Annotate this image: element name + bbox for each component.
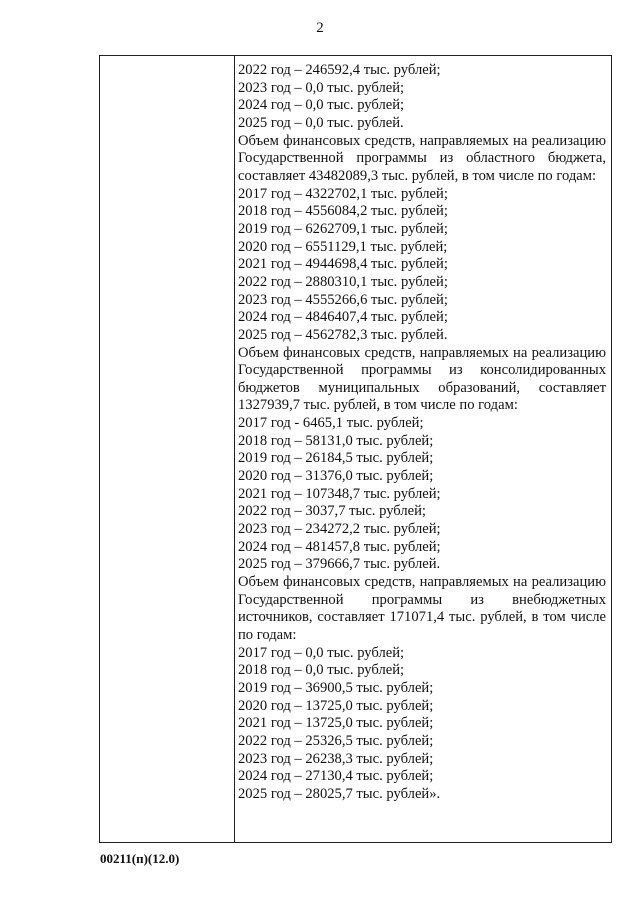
regional-intro-paragraph: Объем финансовых средств, направляемых на реализацию Государственной программы из областного бюджета, составляет 43482089,3 тыс. рублей, в том числе по годам: [238, 132, 606, 184]
list-item: 2024 год – 0,0 тыс. рублей; [238, 97, 405, 114]
federal-tail-list [238, 62, 606, 133]
list-item: 2021 год – 4944698,4 тыс. рублей; [238, 256, 448, 273]
municipal-intro-paragraph: Объем финансовых средств, направляемых на реализацию Государственной программы из консолидированных бюджетов муниципальных образований, составляет 1327939,7 тыс. рублей, в том числе по годам: [238, 344, 606, 414]
extrabudget-intro-paragraph: Объем финансовых средств, направляемых на реализацию Государственной программы из внебюджетных источников, составляет 171071,4 тыс. рублей, в том числе по годам: [238, 574, 606, 643]
page-number: 2 [316, 20, 324, 36]
extrabudget-years-list [238, 645, 606, 804]
list-item: 2020 год – 13725,0 тыс. рублей; [238, 697, 434, 714]
list-item: 2021 год – 107348,7 тыс. рублей; [238, 485, 441, 502]
regional-years-list [238, 186, 606, 345]
list-item: 2021 год – 13725,0 тыс. рублей; [238, 715, 434, 732]
list-item: 2020 год – 6551129,1 тыс. рублей; [238, 238, 448, 255]
table-right-cell [238, 62, 606, 804]
list-item: 2017 год - 6465,1 тыс. рублей; [238, 415, 424, 432]
list-item: 2018 год – 4556084,2 тыс. рублей; [238, 203, 448, 220]
list-item: 2025 год – 0,0 тыс. рублей. [238, 114, 404, 131]
list-item: 2024 год – 4846407,4 тыс. рублей; [238, 309, 448, 326]
list-item: 2022 год – 3037,7 тыс. рублей; [238, 503, 426, 520]
list-item: 2020 год – 31376,0 тыс. рублей; [238, 468, 434, 485]
municipal-years-list [238, 415, 606, 574]
document-code: 00211(п)(12.0) [100, 851, 180, 866]
list-item: 2019 год – 36900,5 тыс. рублей; [238, 679, 434, 696]
list-item: 2023 год – 4555266,6 тыс. рублей; [238, 291, 448, 308]
content-table [99, 55, 612, 843]
list-item: 2018 год – 0,0 тыс. рублей; [238, 662, 405, 679]
list-item: 2023 год – 26238,3 тыс. рублей; [238, 750, 434, 767]
list-item: 2025 год – 379666,7 тыс. рублей. [238, 556, 441, 573]
list-item: 2018 год – 58131,0 тыс. рублей; [238, 432, 434, 449]
list-item: 2022 год – 2880310,1 тыс. рублей; [238, 273, 448, 290]
list-item: 2019 год – 26184,5 тыс. рублей; [238, 450, 434, 467]
list-item: 2022 год – 246592,4 тыс. рублей; [238, 62, 441, 78]
list-item: 2019 год – 6262709,1 тыс. рублей; [238, 220, 448, 237]
table-left-cell [100, 56, 235, 842]
list-item: 2017 год – 0,0 тыс. рублей; [238, 644, 405, 661]
list-item: 2022 год – 25326,5 тыс. рублей; [238, 732, 434, 749]
list-item: 2025 год – 28025,7 тыс. рублей». [238, 785, 441, 802]
list-item: 2024 год – 481457,8 тыс. рублей; [238, 538, 441, 555]
list-item: 2024 год – 27130,4 тыс. рублей; [238, 768, 434, 785]
list-item: 2023 год – 234272,2 тыс. рублей; [238, 521, 441, 538]
list-item: 2023 год – 0,0 тыс. рублей; [238, 79, 405, 96]
list-item: 2017 год – 4322702,1 тыс. рублей; [238, 185, 448, 202]
list-item: 2025 год – 4562782,3 тыс. рублей. [238, 326, 448, 343]
